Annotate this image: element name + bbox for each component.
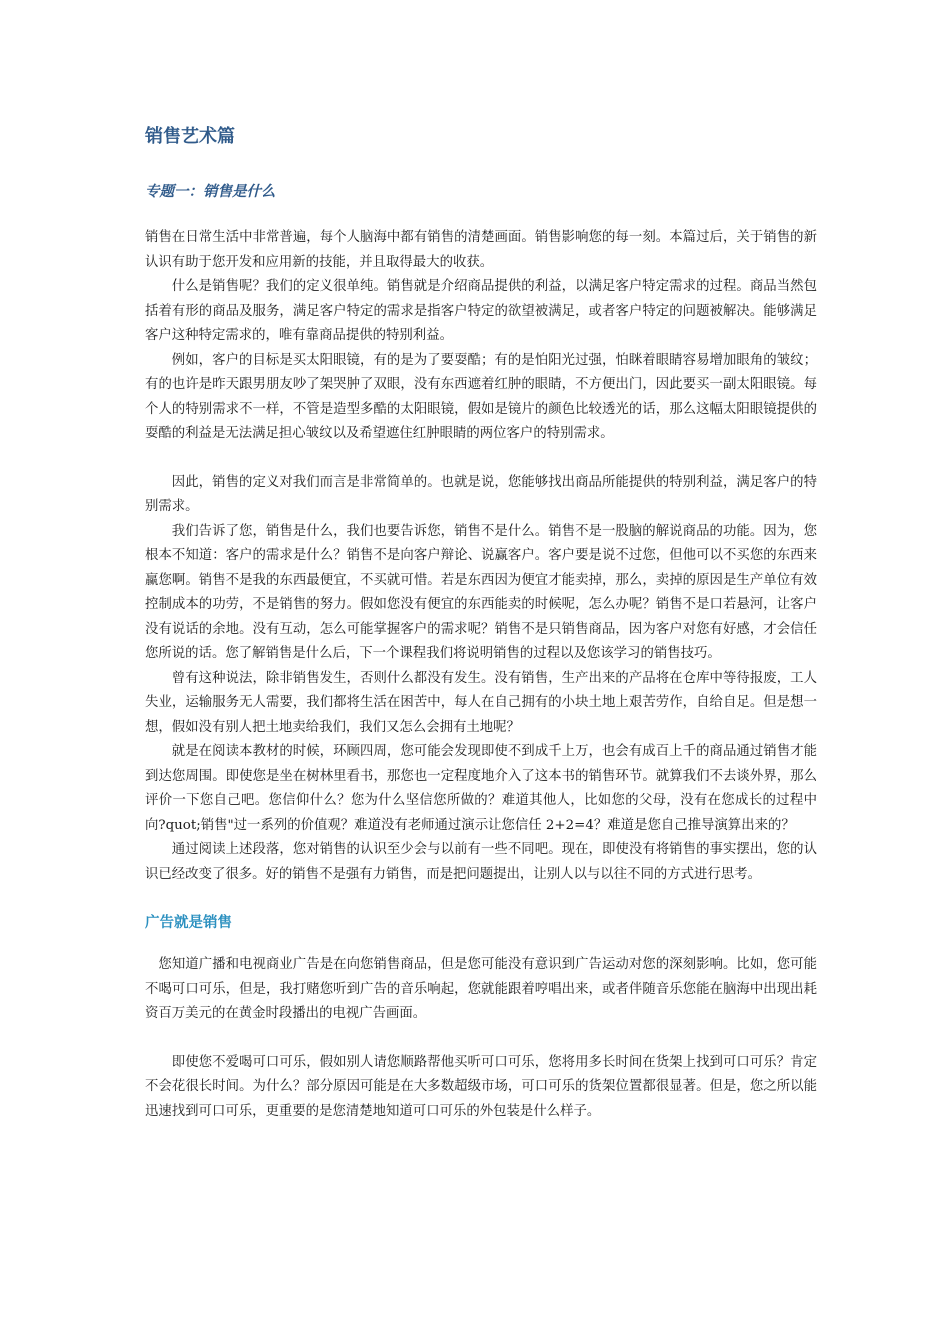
paragraph-summary: 通过阅读上述段落，您对销售的认识至少会与以前有一些不同吧。现在，即使没有将销售的事实摆出，您的认识已经改变了很多。好的销售不是强有力销售，而是把问题提出，让别人以与以往不同的方式进行思考。 xyxy=(145,842,817,882)
paragraph-gap xyxy=(145,447,817,471)
paragraph-definition: 什么是销售呢？我们的定义很单纯。销售就是介绍商品提供的利益，以满足客户特定需求的过程。商品当然包括着有形的商品及服务，满足客户特定的需求是指客户特定的欲望被满足，或者客户特定的问题被解决。能够满足客户这种特定需求的，唯有靠商品提供的特别利益。 xyxy=(145,279,817,343)
paragraph-example: 例如，客户的目标是买太阳眼镜，有的是为了要耍酷；有的是怕阳光过强，怕眯着眼睛容易增加眼角的皱纹；有的也许是昨天跟男朋友吵了架哭肿了双眼，没有东西遮着红肿的眼睛，不方便出门，因此要买一副太阳眼镜。每个人的特别需求不一样，不管是造型多酷的太阳眼镜，假如是镜片的颜色比较透光的话，那么这幅太阳眼镜提供的耍酷的利益是无法满足担心皱纹以及希望遮住红肿眼睛的两位客户的特别需求。 xyxy=(145,352,817,441)
paragraph-saying: 曾有这种说法，除非销售发生，否则什么都没有发生。没有销售，生产出来的产品将在仓库中等待报废，工人失业，运输服务无人需要，我们都将生活在困苦中，每人在自己拥有的小块土地上艰苦劳作，自给自足。但是想一想，假如没有别人把土地卖给我们，我们又怎么会拥有土地呢？ xyxy=(145,670,817,735)
section-heading-advertising: 广告就是销售 xyxy=(145,915,232,931)
document-title: 销售艺术篇 xyxy=(145,126,235,147)
document-page xyxy=(145,122,817,1124)
topic-subtitle: 专题一：销售是什么 xyxy=(145,184,276,200)
paragraph-not-selling: 我们告诉了您，销售是什么，我们也要告诉您，销售不是什么。销售不是一股脑的解说商品的功能。因为，您根本不知道：客户的需求是什么？销售不是向客户辩论、说赢客户。客户要是说不过您，但他可以不买您的东西来赢您啊。销售不是我的东西最便宜，不买就可惜。若是东西因为便宜才能卖掉，那么，卖掉的原因是生产单位有效控制成本的功劳，不是销售的努力。假如您没有便宜的东西能卖的时候呢，怎么办呢？销售不是口若悬河，让客户没有说话的余地。没有互动，怎么可能掌握客户的需求呢？销售不是只销售商品，因为客户对您有好感，才会信任您所说的话。您了解销售是什么后，下一个课程我们将说明销售的过程以及您该学习的销售技巧。 xyxy=(145,523,817,661)
paragraph-gap xyxy=(145,1027,817,1051)
paragraph-intro: 销售在日常生活中非常普遍，每个人脑海中都有销售的清楚画面。销售影响您的每一刻。本篇过后，关于销售的新认识有助于您开发和应用新的技能，并且取得最大的收获。 xyxy=(145,230,817,270)
paragraph-advertising: 您知道广播和电视商业广告是在向您销售商品，但是您可能没有意识到广告运动对您的深刻影响。比如，您可能不喝可口可乐，但是，我打赌您听到广告的音乐响起，您就能跟着哼唱出来，或者伴随音乐您能在脑海中出现出耗资百万美元的在黄金时段播出的电视广告画面。 xyxy=(145,957,817,1021)
paragraph-reading: 就是在阅读本教材的时候，环顾四周，您可能会发现即使不到成千上万，也会有成百上千的商品通过销售才能到达您周围。即使您是坐在树林里看书，那您也一定程度地介入了这本书的销售环节。就算我们不去谈外界，那么评价一下您自己吧。您信仰什么？您为什么坚信您所做的？难道其他人，比如您的父母，没有在您成长的过程中向?quot;销售"过一系列的价值观？难道没有老师通过演示让您信任 2+2=4？难道是您自己推导演算出来的？ xyxy=(145,744,817,833)
paragraph-conclusion: 因此，销售的定义对我们而言是非常简单的。也就是说，您能够找出商品所能提供的特别利益，满足客户的特别需求。 xyxy=(145,474,817,514)
paragraph-coca-cola: 即使您不爱喝可口可乐，假如别人请您顺路帮他买听可口可乐，您将用多长时间在货架上找到可口可乐？肯定不会花很长时间。为什么？部分原因可能是在大多数超级市场，可口可乐的货架位置都很显著。但是，您之所以能迅速找到可口可乐，更重要的是您清楚地知道可口可乐的外包装是什么样子。 xyxy=(145,1054,817,1119)
